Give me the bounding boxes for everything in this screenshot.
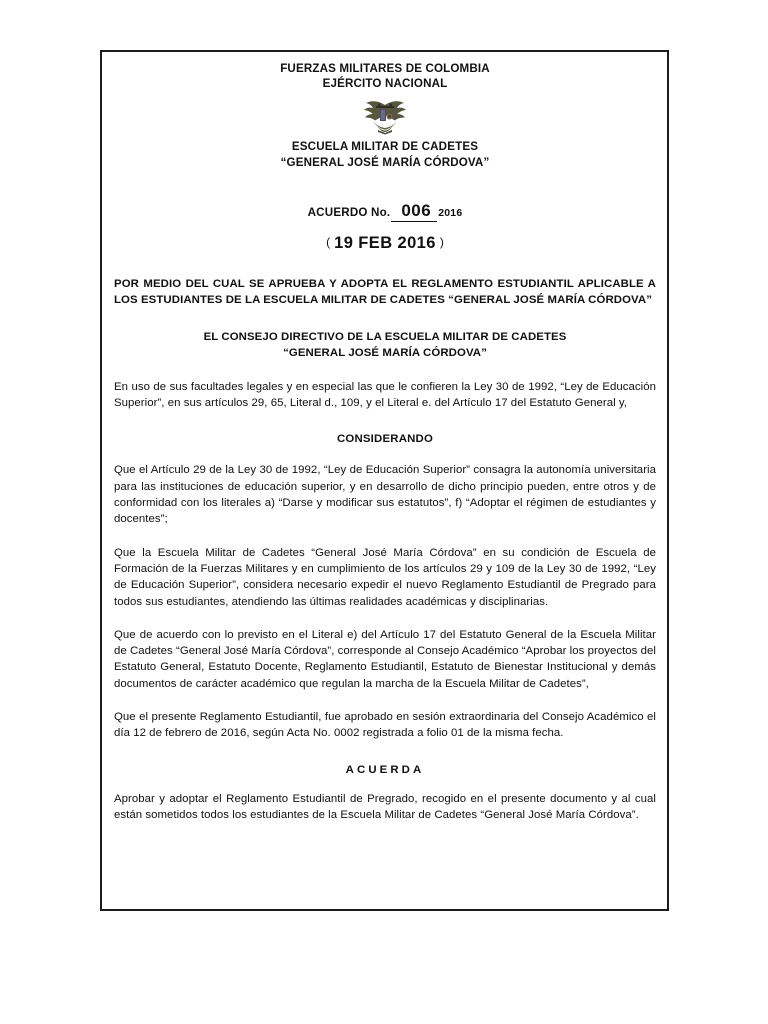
- considerando-paragraph: Que la Escuela Militar de Cadetes “General José María Córdova” en su condición de Escuela de Formación de la Fuerzas Militares y en cumplimiento de los artículos 29 y 109 de la Ley 30 de 1992, “Ley de Educación Superior”, considera necesario expedir el nuevo Reglamento Estudiantil de Pregrado para todos sus estudiantes, atendiendo las últimas realidades académicas y disciplinarias.: [114, 546, 656, 608]
- organization-header: [114, 61, 656, 92]
- issuer-line-2: “GENERAL JOSÉ MARÍA CÓRDOVA”: [283, 346, 487, 359]
- organization-line-2: EJÉRCITO NACIONAL: [322, 77, 448, 91]
- acuerda-heading: ACUERDA: [345, 763, 425, 776]
- date-close-paren: ): [439, 234, 444, 249]
- date-value: 19 FEB 2016: [334, 233, 436, 252]
- acuerdo-year-value: 2016: [438, 206, 463, 219]
- document-content: [102, 52, 667, 823]
- acuerdo-number-line: [114, 201, 656, 221]
- considerando-heading: CONSIDERANDO: [336, 433, 434, 446]
- date-open-paren: (: [326, 234, 331, 249]
- crest-container: [114, 97, 656, 135]
- considerando-paragraph: Que de acuerdo con lo previsto en el Literal e) del Artículo 17 del Estatuto General de la Escuela Militar de Cadetes “General José María Córdova”, corresponde al Consejo Académico “Aprobar los proyectos del Estatuto General, Estatuto Docente, Reglamento Estudiantil, Estatuto de Bienestar Institucional y demás documentos de carácter académico que regulan la marcha de la Escuela Militar de Cadetes”,: [114, 628, 656, 690]
- issuing-authority: [114, 330, 656, 362]
- school-header: [114, 139, 656, 171]
- considerando-paragraph: Que el Artículo 29 de la Ley 30 de 1992, “Ley de Educación Superior” consagra la autonomía universitaria para las instituciones de educación superior, y en desarrollo de dicho principio pueden, entre otros y de conformidad con los literales a) “Darse y modificar sus estatutos”, f) “Adoptar el régimen de estudiantes y docentes”;: [114, 464, 656, 526]
- military-eagle-crest-icon: [363, 97, 407, 140]
- document-frame: [100, 50, 669, 911]
- preamble-paragraph: En uso de sus facultades legales y en especial las que le confieren la Ley 30 de 1992, “Ley de Educación Superior”, en sus artículos 29, 65, Literal d., 109, y el Literal e. del Artículo 17 del Estatuto General y,: [114, 380, 656, 410]
- school-name-line-1: ESCUELA MILITAR DE CADETES: [291, 139, 479, 153]
- organization-line-1: FUERZAS MILITARES DE COLOMBIA: [280, 62, 490, 75]
- acuerdo-date-line: [114, 234, 656, 253]
- acuerda-paragraph: Aprobar y adoptar el Reglamento Estudiantil de Pregrado, recogido en el presente documento y al cual están sometidos todos los estudiantes de la Escuela Militar de Cadetes “General José María Córdova”.: [114, 792, 656, 821]
- document-subject: POR MEDIO DEL CUAL SE APRUEBA Y ADOPTA EL REGLAMENTO ESTUDIANTIL APLICABLE A LOS ESTUDIANTES DE LA ESCUELA MILITAR DE CADETES “GENERAL JOSÉ MARÍA CÓRDOVA”: [114, 277, 656, 306]
- considerando-paragraph: Que el presente Reglamento Estudiantil, fue aprobado en sesión extraordinaria del Consejo Académico el día 12 de febrero de 2016, según Acta No. 0002 registrada a folio 01 de la misma fecha.: [114, 711, 656, 740]
- acuerdo-label: ACUERDO No.: [307, 205, 391, 219]
- acuerdo-number-value: 006: [391, 201, 437, 222]
- school-name-line-2: “GENERAL JOSÉ MARÍA CÓRDOVA”: [280, 155, 490, 169]
- issuer-line-1: EL CONSEJO DIRECTIVO DE LA ESCUELA MILITAR DE CADETES: [203, 330, 567, 343]
